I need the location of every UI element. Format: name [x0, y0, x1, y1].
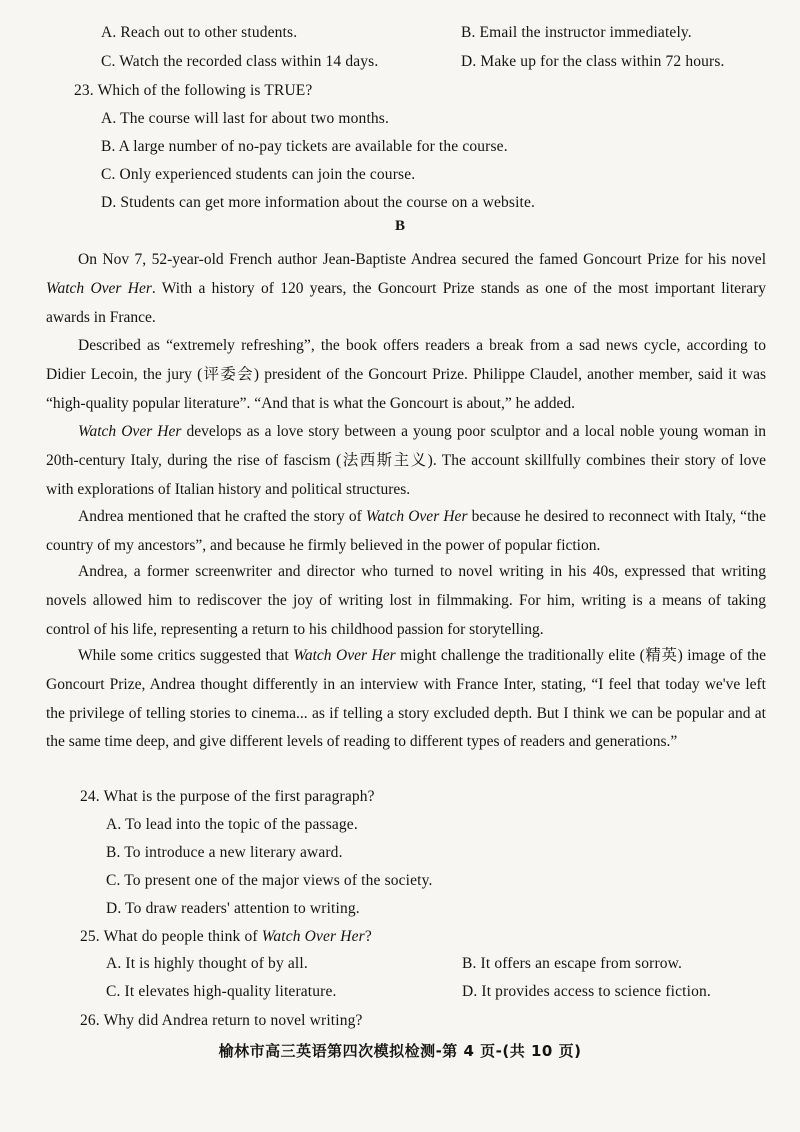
- q23-option-c: C. Only experienced students can join the course.: [101, 166, 416, 183]
- page-footer: 榆林市高三英语第四次模拟检测-第 4 页-(共 10 页): [218, 1042, 582, 1060]
- p6-text-b: might challenge the traditionally elite (精英) image of the Goncourt Prize, Andrea thought differently in an interview with France Inter, stating, “I feel that today we've left the privilege of telling stories to cinema... as if telling a story excluded depth. But I think we can be popular and at the same time deep, and give different levels of reading to different types of readers and generations.”: [46, 647, 767, 751]
- q22-options-row-1: [101, 24, 692, 42]
- q24-option-b: B. To introduce a new literary award.: [106, 844, 343, 861]
- p1-text-a: On Nov 7, 52-year-old French author Jean-Baptiste Andrea secured the famed Goncourt Prize for his novel: [78, 251, 766, 268]
- p4-text-a: Andrea mentioned that he crafted the story of: [78, 508, 366, 525]
- q22-option-c: C. Watch the recorded class within 14 days.: [101, 53, 379, 70]
- p6-book-title: Watch Over Her: [293, 647, 396, 664]
- p1-text-b: . With a history of 120 years, the Goncourt Prize stands as one of the most important literary awards in France.: [46, 279, 766, 326]
- p6-text-a: While some critics suggested that: [78, 647, 294, 664]
- q23-option-d: D. Students can get more information about the course on a website.: [101, 194, 536, 211]
- q24-option-a: A. To lead into the topic of the passage.: [106, 816, 358, 833]
- q25-book-title: Watch Over Her: [261, 928, 365, 945]
- q23-option-b: B. A large number of no-pay tickets are available for the course.: [101, 138, 508, 155]
- q25-option-d: D. It provides access to science fiction.: [462, 983, 711, 1000]
- p1-book-title: Watch Over Her: [46, 279, 152, 297]
- passage-paragraph-5: Andrea, a former screenwriter and director who turned to novel writing in his 40s, expressed that writing novels allowed him to rediscover the joy of writing lost in filmmaking. For him, writing is a means of taking control of his life, representing a return to his childhood passion for storytelling.: [46, 563, 766, 638]
- section-b-heading: B: [394, 218, 405, 234]
- p4-book-title: Watch Over Her: [365, 508, 468, 525]
- p4-text-b: because he desired to reconnect with Italy, “the country of my ancestors”, and because he firmly believed in the power of popular fiction.: [46, 508, 767, 554]
- q25-stem: [80, 928, 372, 946]
- q23-stem: 23. Which of the following is TRUE?: [74, 82, 313, 99]
- q25-option-c: C. It elevates high-quality literature.: [106, 983, 337, 1000]
- q25-options-row-1: [106, 955, 682, 973]
- q24-option-d: D. To draw readers' attention to writing.: [106, 900, 360, 917]
- q25-stem-text-b: ?: [364, 928, 372, 945]
- passage-paragraph-2: Described as “extremely refreshing”, the book offers readers a break from a sad news cycle, according to Didier Lecoin, the jury (评委会) president of the Goncourt Prize. Philippe Claudel, another member, said it was “high-quality popular literature”. “And that is what the Goncourt is about,” he added.: [46, 337, 766, 412]
- p3-book-title: Watch Over Her: [78, 423, 182, 440]
- q23-option-a: A. The course will last for about two months.: [101, 110, 390, 127]
- passage-paragraph-6: [46, 642, 766, 757]
- passage-paragraph-4: [46, 503, 766, 561]
- passage-paragraph-1: [46, 246, 766, 332]
- q25-options-row-2: [106, 983, 711, 1001]
- q25-option-a: A. It is highly thought of by all.: [106, 955, 308, 972]
- p3-text: develops as a love story between a young poor sculptor and a local noble young woman in 20th-century Italy, during the rise of fascism (法西斯主义). The account skillfully combines their story of love with explorations of Italian history and political structures.: [46, 423, 766, 498]
- q22-option-a: A. Reach out to other students.: [101, 24, 298, 41]
- q22-option-d: D. Make up for the class within 72 hours.: [461, 53, 725, 70]
- passage-paragraph-3: [46, 418, 766, 504]
- q25-stem-text-a: 25. What do people think of: [80, 928, 262, 945]
- q25-option-b: B. It offers an escape from sorrow.: [462, 955, 683, 972]
- q22-options-row-2: [101, 53, 725, 71]
- q24-option-c: C. To present one of the major views of the society.: [106, 872, 433, 889]
- q24-stem: 24. What is the purpose of the first paragraph?: [80, 788, 375, 805]
- q22-option-b: B. Email the instructor immediately.: [461, 24, 692, 41]
- q26-stem: 26. Why did Andrea return to novel writing?: [80, 1012, 363, 1029]
